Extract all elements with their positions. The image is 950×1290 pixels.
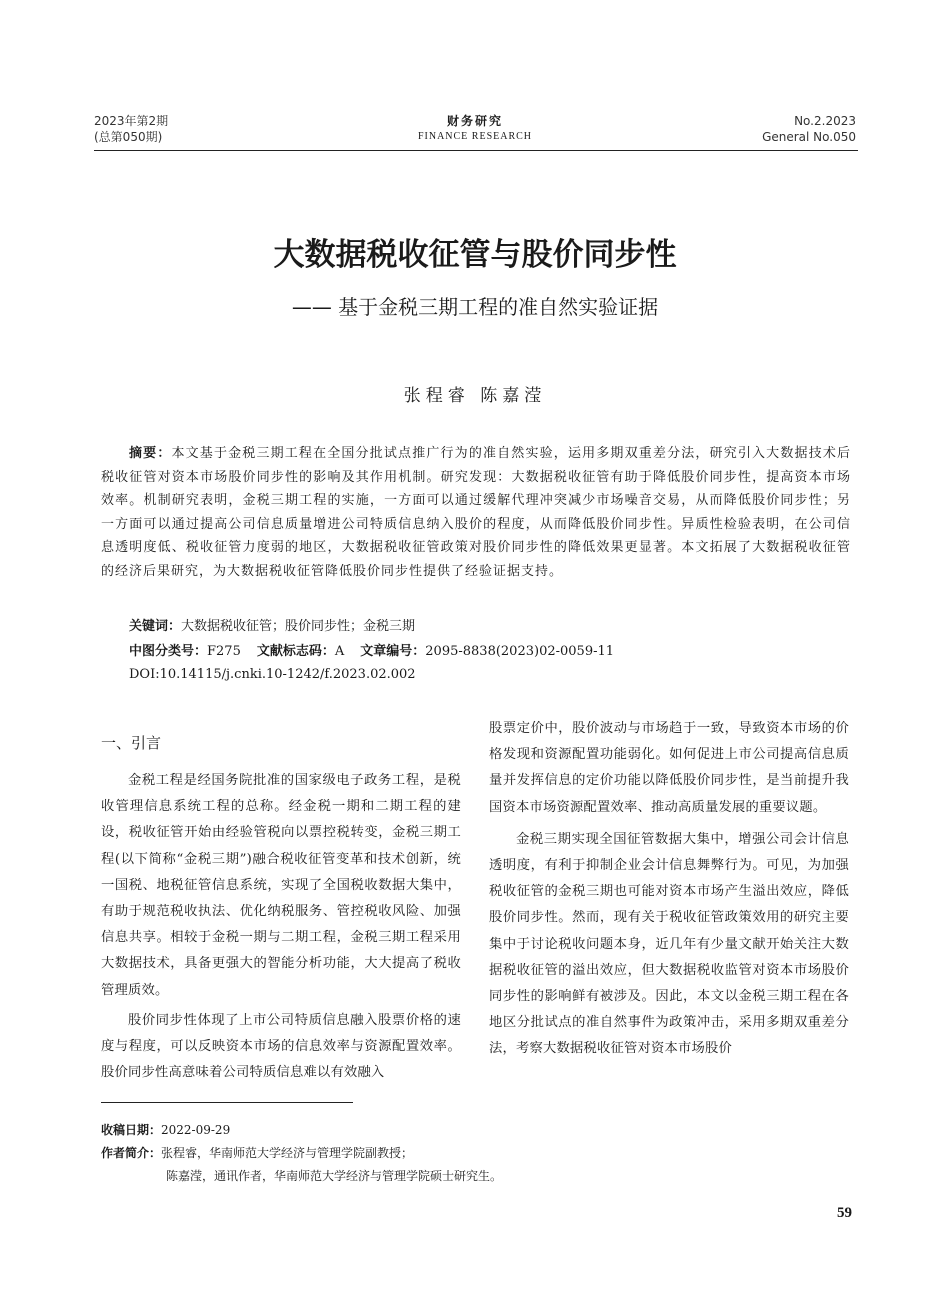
paper-subtitle: —— 基于金税三期工程的准自然实验证据	[291, 295, 659, 319]
author1-info: 张程睿，华南师范大学经济与管理学院副教授；	[161, 1146, 414, 1160]
body-column-left	[101, 768, 461, 1086]
doc-code-label: 文献标志码：	[256, 644, 335, 659]
author-names: 张程睿 陈嘉滢	[403, 386, 547, 406]
paragraph: 金税三期实现全国征管数据大集中，增强公司会计信息透明度，有利于抑制企业会计信息舞弊行为。可见，为加强税收征管的金税三期也可能对资本市场产生溢出效应，降低股价同步性。然而，现有关于税收征管政策效用的研究主要集中于讨论税收问题本身，近几年有少量文献开始关注大数据税收征管的溢出效应，但大数据税收监管对资本市场股价同步性的影响鲜有被涉及。因此，本文以金税三期工程在各地区分批试点的准自然事件为政策冲击，采用多期双重差分法，考察大数据税收征管对资本市场股价	[489, 831, 849, 1057]
issue-number: No.2.2023	[794, 114, 856, 128]
clc-label: 中图分类号：	[129, 644, 208, 659]
journal-name-cn: 财务研究	[446, 114, 503, 128]
abstract-text: 本文基于金税三期工程在全国分批试点推广行为的准自然实验，运用多期双重差分法，研究引入大数据技术后税收征管对资本市场股价同步性的影响及其作用机制。研究发现：大数据税收征管有助于降低股价同步性，提高资本市场效率。机制研究表明，金税三期工程的实施，一方面可以通过缓解代理冲突减少市场噪音交易，从而降低股价同步性；另一方面可以通过提高公司信息质量增进公司特质信息纳入股价的程度，从而降低股价同步性。异质性检验表明，在公司信息透明度低、税收征管力度弱的地区，大数据税收征管政策对股价同步性的降低效果更显著。本文拓展了大数据税收征管的经济后果研究，为大数据税收征管降低股价同步性提供了经验证据支持。	[101, 446, 851, 579]
total-issue-label: (总第050期)	[94, 130, 163, 144]
author-info-note	[101, 1143, 413, 1163]
doc-code-value: A	[334, 644, 345, 659]
section-heading: 一、引言	[101, 734, 162, 752]
keywords-line	[129, 616, 415, 638]
running-header-right	[762, 113, 856, 145]
issue-label: 2023年第2期	[94, 114, 169, 128]
abstract-label: 摘要：	[129, 446, 172, 461]
paragraph: 金税工程是经国务院批准的国家级电子政务工程，是税收管理信息系统工程的总称。经金税一期和二期工程的建设，税收征管开始由经验管税向以票控税转变，金税三期工程(以下简称“金税三期”)融合税收征管变革和技术创新，统一国税、地税征管信息系统，实现了全国税收数据大集中，有助于规范税收执法、优化纳税服务、管控税收风险、加强信息共享。相较于金税一期与二期工程，金税三期工程采用大数据技术，具备更强大的智能分析功能，大大提高了税收管理质效。	[101, 773, 461, 998]
received-date-note	[101, 1120, 230, 1140]
general-number: General No.050	[762, 130, 856, 144]
paragraph: 股价同步性体现了上市公司特质信息融入股票价格的速度与程度，可以反映资本市场的信息效率与资源配置效率。股价同步性高意味着公司特质信息难以有效融入	[101, 1012, 461, 1081]
received-date: 2022-09-29	[161, 1123, 231, 1137]
paragraph-continued: 股票定价中，股价波动与市场趋于一致，导致资本市场的价格发现和资源配置功能弱化。如何促进上市公司提高信息质量并发挥信息的定价功能以降低股价同步性，是当前提升我国资本市场资源配置效率、推动高质量发展的重要议题。	[489, 721, 849, 815]
journal-name-en: FINANCE RESEARCH	[417, 131, 533, 142]
doi-line: DOI:10.14115/j.cnki.10-1242/f.2023.02.002	[129, 667, 416, 682]
author2-info: 陈嘉滢，通讯作者，华南师范大学经济与管理学院硕士研究生。	[166, 1169, 503, 1183]
footnote-rule	[101, 1102, 353, 1103]
clc-value: F275	[207, 644, 241, 659]
keywords-label: 关键词：	[129, 619, 182, 634]
header-rule	[94, 150, 858, 151]
body-column-right	[489, 716, 849, 1063]
received-label: 收稿日期：	[101, 1123, 162, 1137]
paper-title: 大数据税收征管与股价同步性	[273, 237, 677, 273]
article-no-value: 2095-8838(2023)02-0059-11	[425, 644, 615, 659]
classification-line	[129, 641, 614, 663]
keywords-text: 大数据税收征管；股价同步性；金税三期	[181, 619, 416, 634]
article-no-label: 文章编号：	[360, 644, 426, 659]
abstract	[101, 442, 851, 583]
page-number: 59	[837, 1205, 852, 1221]
author-info-label: 作者简介：	[101, 1146, 162, 1160]
